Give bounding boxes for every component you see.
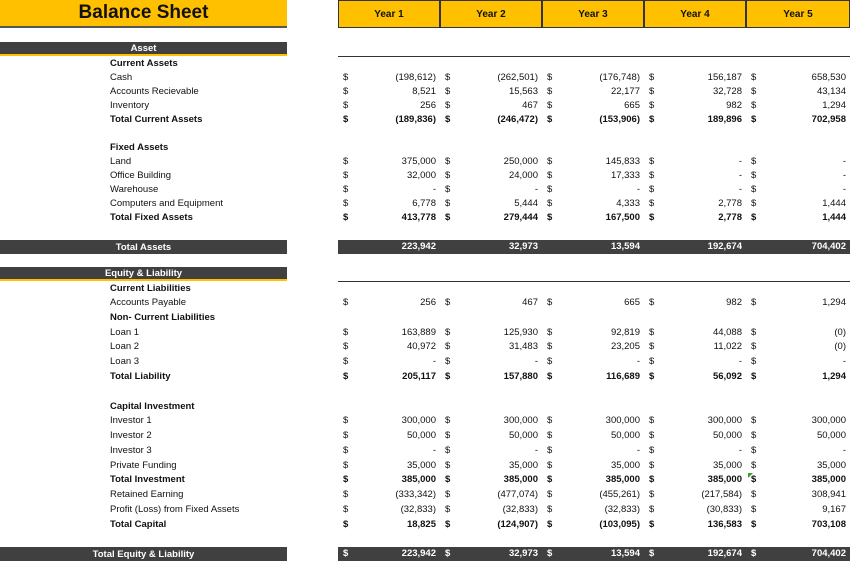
currency-symbol: $ <box>445 170 451 181</box>
currency-symbol: $ <box>343 198 349 209</box>
currency-symbol: $ <box>343 489 349 500</box>
cell-inventory-year-5: 1,294 <box>822 100 846 111</box>
currency-symbol: $ <box>343 504 349 515</box>
currency-symbol: $ <box>547 474 553 485</box>
currency-symbol: $ <box>649 114 655 125</box>
currency-symbol: $ <box>547 460 553 471</box>
currency-symbol: $ <box>445 198 451 209</box>
total-assets-year-3: 13,594 <box>610 241 640 252</box>
cell-private-funding-year-5: 35,000 <box>816 460 846 471</box>
currency-symbol: $ <box>343 327 349 338</box>
cell-private-funding-year-2: 35,000 <box>508 460 538 471</box>
currency-symbol: $ <box>649 519 655 530</box>
cell-total-liability-year-5: 1,294 <box>822 371 846 382</box>
currency-symbol: $ <box>649 371 655 382</box>
cell-total-investment-year-1: 385,000 <box>401 474 436 485</box>
currency-symbol: $ <box>751 114 757 125</box>
cell-computers-and-equipment-year-2: 5,444 <box>514 198 538 209</box>
currency-symbol: $ <box>751 489 757 500</box>
currency-symbol: $ <box>547 371 553 382</box>
currency-symbol: $ <box>445 430 451 441</box>
currency-symbol: $ <box>649 184 655 195</box>
row-label-total-capital: Total Capital <box>110 519 167 530</box>
currency-symbol: $ <box>547 548 553 559</box>
currency-symbol: $ <box>343 430 349 441</box>
year-header-5: Year 5 <box>746 0 850 28</box>
row-label-land: Land <box>110 156 132 167</box>
cell-warehouse-year-5: - <box>842 184 846 195</box>
currency-symbol: $ <box>751 170 757 181</box>
total-assets-year-1: 223,942 <box>401 241 436 252</box>
cell-inventory-year-1: 256 <box>420 100 436 111</box>
currency-symbol: $ <box>343 341 349 352</box>
cell-loan-2-year-5: (0) <box>834 341 846 352</box>
cell-profit-loss-from-fixed-assets-year-2: (32,833) <box>502 504 538 515</box>
currency-symbol: $ <box>649 86 655 97</box>
cell-office-building-year-4: - <box>738 170 742 181</box>
cell-investor-1-year-5: 300,000 <box>811 415 846 426</box>
row-label-accounts-payable: Accounts Payable <box>110 297 187 308</box>
currency-symbol: $ <box>547 341 553 352</box>
currency-symbol: $ <box>343 356 349 367</box>
cell-total-capital-year-5: 703,108 <box>811 519 846 530</box>
cell-investor-3-year-2: - <box>534 445 538 456</box>
currency-symbol: $ <box>547 212 553 223</box>
row-label-current-assets: Current Assets <box>110 58 178 69</box>
currency-symbol: $ <box>751 72 757 83</box>
year-header-3: Year 3 <box>542 0 644 28</box>
currency-symbol: $ <box>445 100 451 111</box>
cell-total-capital-year-4: 136,583 <box>707 519 742 530</box>
currency-symbol: $ <box>343 156 349 167</box>
currency-symbol: $ <box>751 327 757 338</box>
currency-symbol: $ <box>547 519 553 530</box>
page-title: Balance Sheet <box>0 0 287 28</box>
currency-symbol: $ <box>649 504 655 515</box>
total-assets-year-5: 704,402 <box>811 241 846 252</box>
total-assets-year-4: 192,674 <box>707 241 742 252</box>
currency-symbol: $ <box>649 415 655 426</box>
comment-marker-icon <box>748 473 753 478</box>
cell-retained-earning-year-4: (217,584) <box>701 489 742 500</box>
cell-retained-earning-year-2: (477,074) <box>497 489 538 500</box>
total-equity-liability-label: Total Equity & Liability <box>0 547 287 561</box>
currency-symbol: $ <box>343 114 349 125</box>
currency-symbol: $ <box>445 415 451 426</box>
cell-loan-3-year-2: - <box>534 356 538 367</box>
currency-symbol: $ <box>343 170 349 181</box>
currency-symbol: $ <box>343 72 349 83</box>
cell-cash-year-2: (262,501) <box>497 72 538 83</box>
cell-investor-1-year-1: 300,000 <box>401 415 436 426</box>
row-label-total-liability: Total Liability <box>110 371 171 382</box>
currency-symbol: $ <box>445 184 451 195</box>
currency-symbol: $ <box>751 474 757 485</box>
currency-symbol: $ <box>547 415 553 426</box>
total-equity-liability-year-3: 13,594 <box>610 548 640 559</box>
total-equity-liability-year-4: 192,674 <box>707 548 742 559</box>
cell-accounts-recievable-year-5: 43,134 <box>816 86 846 97</box>
cell-investor-3-year-4: - <box>738 445 742 456</box>
cell-loan-2-year-4: 11,022 <box>713 341 742 352</box>
row-label-profit-loss-from-fixed-assets: Profit (Loss) from Fixed Assets <box>110 504 240 515</box>
cell-total-current-assets-year-2: (246,472) <box>497 114 538 125</box>
currency-symbol: $ <box>751 548 757 559</box>
cell-loan-3-year-1: - <box>432 356 436 367</box>
cell-cash-year-1: (198,612) <box>395 72 436 83</box>
cell-computers-and-equipment-year-1: 6,778 <box>412 198 436 209</box>
currency-symbol: $ <box>649 198 655 209</box>
cell-loan-3-year-4: - <box>738 356 742 367</box>
cell-total-fixed-assets-year-3: 167,500 <box>605 212 640 223</box>
currency-symbol: $ <box>547 445 553 456</box>
currency-symbol: $ <box>445 212 451 223</box>
cell-inventory-year-3: 665 <box>624 100 640 111</box>
currency-symbol: $ <box>547 297 553 308</box>
currency-symbol: $ <box>343 445 349 456</box>
cell-loan-1-year-2: 125,930 <box>503 327 538 338</box>
currency-symbol: $ <box>445 519 451 530</box>
currency-symbol: $ <box>649 430 655 441</box>
currency-symbol: $ <box>445 156 451 167</box>
currency-symbol: $ <box>343 415 349 426</box>
currency-symbol: $ <box>649 474 655 485</box>
cell-loan-2-year-3: 23,205 <box>610 341 640 352</box>
cell-total-liability-year-2: 157,880 <box>503 371 538 382</box>
cell-land-year-5: - <box>842 156 846 167</box>
currency-symbol: $ <box>547 156 553 167</box>
currency-symbol: $ <box>649 72 655 83</box>
cell-investor-3-year-3: - <box>636 445 640 456</box>
cell-total-fixed-assets-year-4: 2,778 <box>718 212 742 223</box>
currency-symbol: $ <box>547 198 553 209</box>
row-label-investor-1: Investor 1 <box>110 415 152 426</box>
cell-cash-year-5: 658,530 <box>811 72 846 83</box>
currency-symbol: $ <box>649 156 655 167</box>
cell-retained-earning-year-3: (455,261) <box>599 489 640 500</box>
currency-symbol: $ <box>751 212 757 223</box>
currency-symbol: $ <box>343 548 349 559</box>
cell-computers-and-equipment-year-4: 2,778 <box>718 198 742 209</box>
currency-symbol: $ <box>343 474 349 485</box>
cell-investor-2-year-5: 50,000 <box>816 430 846 441</box>
year-header-1: Year 1 <box>338 0 440 28</box>
cell-total-fixed-assets-year-1: 413,778 <box>401 212 436 223</box>
cell-loan-3-year-5: - <box>842 356 846 367</box>
currency-symbol: $ <box>547 100 553 111</box>
currency-symbol: $ <box>649 327 655 338</box>
currency-symbol: $ <box>751 430 757 441</box>
cell-land-year-2: 250,000 <box>503 156 538 167</box>
row-label-capital-investment: Capital Investment <box>110 401 195 412</box>
cell-inventory-year-4: 982 <box>726 100 742 111</box>
cell-office-building-year-5: - <box>842 170 846 181</box>
currency-symbol: $ <box>649 460 655 471</box>
currency-symbol: $ <box>445 114 451 125</box>
currency-symbol: $ <box>343 519 349 530</box>
cell-total-investment-year-5: 385,000 <box>811 474 846 485</box>
currency-symbol: $ <box>547 504 553 515</box>
row-label-cash: Cash <box>110 72 133 83</box>
currency-symbol: $ <box>751 371 757 382</box>
currency-symbol: $ <box>751 460 757 471</box>
section-equity-liability: Equity & Liability <box>0 267 287 281</box>
currency-symbol: $ <box>751 415 757 426</box>
cell-retained-earning-year-5: 308,941 <box>811 489 846 500</box>
cell-investor-3-year-1: - <box>432 445 436 456</box>
total-equity-liability-year-2: 32,973 <box>508 548 538 559</box>
cell-loan-2-year-2: 31,483 <box>508 341 538 352</box>
cell-warehouse-year-2: - <box>534 184 538 195</box>
currency-symbol: $ <box>547 86 553 97</box>
currency-symbol: $ <box>547 356 553 367</box>
row-label-private-funding: Private Funding <box>110 460 177 471</box>
currency-symbol: $ <box>445 489 451 500</box>
currency-symbol: $ <box>547 170 553 181</box>
cell-accounts-payable-year-3: 665 <box>624 297 640 308</box>
currency-symbol: $ <box>751 356 757 367</box>
currency-symbol: $ <box>445 548 451 559</box>
cell-total-investment-year-2: 385,000 <box>503 474 538 485</box>
cell-total-investment-year-4: 385,000 <box>707 474 742 485</box>
cell-retained-earning-year-1: (333,342) <box>395 489 436 500</box>
cell-total-liability-year-3: 116,689 <box>606 371 640 382</box>
cell-investor-2-year-3: 50,000 <box>610 430 640 441</box>
cell-cash-year-3: (176,748) <box>599 72 640 83</box>
currency-symbol: $ <box>343 100 349 111</box>
currency-symbol: $ <box>547 184 553 195</box>
row-label-investor-3: Investor 3 <box>110 445 152 456</box>
cell-loan-1-year-4: 44,088 <box>712 327 742 338</box>
cell-total-fixed-assets-year-2: 279,444 <box>503 212 538 223</box>
currency-symbol: $ <box>343 371 349 382</box>
currency-symbol: $ <box>649 548 655 559</box>
currency-symbol: $ <box>343 460 349 471</box>
cell-total-liability-year-1: 205,117 <box>402 371 436 382</box>
cell-profit-loss-from-fixed-assets-year-5: 9,167 <box>822 504 846 515</box>
currency-symbol: $ <box>751 156 757 167</box>
cell-loan-3-year-3: - <box>636 356 640 367</box>
cell-accounts-recievable-year-4: 32,728 <box>712 86 742 97</box>
row-label-loan-2: Loan 2 <box>110 341 140 352</box>
currency-symbol: $ <box>547 114 553 125</box>
currency-symbol: $ <box>445 460 451 471</box>
cell-warehouse-year-4: - <box>738 184 742 195</box>
row-label-total-current-assets: Total Current Assets <box>110 114 203 125</box>
currency-symbol: $ <box>751 100 757 111</box>
cell-investor-2-year-4: 50,000 <box>712 430 742 441</box>
cell-office-building-year-1: 32,000 <box>406 170 436 181</box>
currency-symbol: $ <box>649 212 655 223</box>
cell-total-liability-year-4: 56,092 <box>712 371 742 382</box>
cell-inventory-year-2: 467 <box>522 100 538 111</box>
currency-symbol: $ <box>751 504 757 515</box>
cell-accounts-payable-year-2: 467 <box>522 297 538 308</box>
total-assets-year-2: 32,973 <box>508 241 538 252</box>
cell-loan-1-year-1: 163,889 <box>401 327 436 338</box>
currency-symbol: $ <box>751 341 757 352</box>
currency-symbol: $ <box>445 341 451 352</box>
currency-symbol: $ <box>649 100 655 111</box>
cell-total-current-assets-year-1: (189,836) <box>395 114 436 125</box>
cell-investor-1-year-2: 300,000 <box>503 415 538 426</box>
divider <box>338 56 850 57</box>
cell-cash-year-4: 156,187 <box>707 72 742 83</box>
currency-symbol: $ <box>649 445 655 456</box>
row-label-total-fixed-assets: Total Fixed Assets <box>110 212 193 223</box>
cell-profit-loss-from-fixed-assets-year-3: (32,833) <box>604 504 640 515</box>
cell-profit-loss-from-fixed-assets-year-1: (32,833) <box>400 504 436 515</box>
cell-warehouse-year-1: - <box>432 184 436 195</box>
currency-symbol: $ <box>445 356 451 367</box>
currency-symbol: $ <box>751 198 757 209</box>
currency-symbol: $ <box>445 72 451 83</box>
cell-private-funding-year-1: 35,000 <box>406 460 436 471</box>
cell-warehouse-year-3: - <box>636 184 640 195</box>
cell-investor-2-year-2: 50,000 <box>508 430 538 441</box>
row-label-office-building: Office Building <box>110 170 172 181</box>
divider <box>338 281 850 282</box>
currency-symbol: $ <box>649 297 655 308</box>
row-label-loan-1: Loan 1 <box>110 327 140 338</box>
cell-land-year-1: 375,000 <box>401 156 436 167</box>
cell-loan-2-year-1: 40,972 <box>406 341 436 352</box>
currency-symbol: $ <box>547 430 553 441</box>
cell-land-year-4: - <box>738 156 742 167</box>
cell-accounts-payable-year-4: 982 <box>726 297 742 308</box>
year-header-4: Year 4 <box>644 0 746 28</box>
row-label-inventory: Inventory <box>110 100 150 111</box>
total-assets-label: Total Assets <box>0 240 287 254</box>
cell-accounts-recievable-year-2: 15,563 <box>508 86 538 97</box>
cell-computers-and-equipment-year-5: 1,444 <box>822 198 846 209</box>
cell-computers-and-equipment-year-3: 4,333 <box>616 198 640 209</box>
currency-symbol: $ <box>343 184 349 195</box>
cell-accounts-recievable-year-1: 8,521 <box>412 86 436 97</box>
currency-symbol: $ <box>649 341 655 352</box>
currency-symbol: $ <box>649 489 655 500</box>
currency-symbol: $ <box>343 86 349 97</box>
cell-total-investment-year-3: 385,000 <box>605 474 640 485</box>
cell-total-capital-year-2: (124,907) <box>497 519 538 530</box>
cell-private-funding-year-3: 35,000 <box>610 460 640 471</box>
currency-symbol: $ <box>445 445 451 456</box>
currency-symbol: $ <box>343 297 349 308</box>
cell-total-fixed-assets-year-5: 1,444 <box>822 212 846 223</box>
currency-symbol: $ <box>751 297 757 308</box>
row-label-warehouse: Warehouse <box>110 184 159 195</box>
cell-total-current-assets-year-3: (153,906) <box>599 114 640 125</box>
currency-symbol: $ <box>547 327 553 338</box>
row-label-current-liabilities: Current Liabilities <box>110 283 191 294</box>
cell-investor-1-year-3: 300,000 <box>605 415 640 426</box>
total-equity-liability-year-1: 223,942 <box>401 548 436 559</box>
row-label-non-current-liabilities: Non- Current Liabilities <box>110 312 216 323</box>
year-header-2: Year 2 <box>440 0 542 28</box>
row-label-retained-earning: Retained Earning <box>110 489 184 500</box>
cell-total-current-assets-year-5: 702,958 <box>811 114 846 125</box>
row-label-accounts-recievable: Accounts Recievable <box>110 86 199 97</box>
currency-symbol: $ <box>547 72 553 83</box>
cell-investor-2-year-1: 50,000 <box>406 430 436 441</box>
cell-total-capital-year-3: (103,095) <box>599 519 640 530</box>
row-label-loan-3: Loan 3 <box>110 356 140 367</box>
row-label-fixed-assets: Fixed Assets <box>110 142 169 153</box>
currency-symbol: $ <box>547 489 553 500</box>
row-label-computers-and-equipment: Computers and Equipment <box>110 198 224 209</box>
cell-accounts-payable-year-1: 256 <box>420 297 436 308</box>
currency-symbol: $ <box>445 474 451 485</box>
row-label-total-investment: Total Investment <box>110 474 185 485</box>
currency-symbol: $ <box>751 184 757 195</box>
cell-investor-3-year-5: - <box>842 445 846 456</box>
cell-accounts-payable-year-5: 1,294 <box>822 297 846 308</box>
cell-total-capital-year-1: 18,825 <box>406 519 436 530</box>
currency-symbol: $ <box>649 356 655 367</box>
currency-symbol: $ <box>343 212 349 223</box>
cell-investor-1-year-4: 300,000 <box>707 415 742 426</box>
currency-symbol: $ <box>445 371 451 382</box>
total-equity-liability-year-5: 704,402 <box>811 548 846 559</box>
currency-symbol: $ <box>445 504 451 515</box>
cell-land-year-3: 145,833 <box>605 156 640 167</box>
cell-profit-loss-from-fixed-assets-year-4: (30,833) <box>706 504 742 515</box>
cell-office-building-year-3: 17,333 <box>610 170 640 181</box>
cell-private-funding-year-4: 35,000 <box>712 460 742 471</box>
cell-total-current-assets-year-4: 189,896 <box>707 114 742 125</box>
currency-symbol: $ <box>649 170 655 181</box>
section-asset: Asset <box>0 42 287 56</box>
currency-symbol: $ <box>445 327 451 338</box>
currency-symbol: $ <box>751 445 757 456</box>
currency-symbol: $ <box>445 86 451 97</box>
cell-loan-1-year-5: (0) <box>834 327 846 338</box>
cell-loan-1-year-3: 92,819 <box>610 327 640 338</box>
currency-symbol: $ <box>751 519 757 530</box>
cell-accounts-recievable-year-3: 22,177 <box>610 86 640 97</box>
currency-symbol: $ <box>445 297 451 308</box>
currency-symbol: $ <box>751 86 757 97</box>
cell-office-building-year-2: 24,000 <box>508 170 538 181</box>
row-label-investor-2: Investor 2 <box>110 430 152 441</box>
